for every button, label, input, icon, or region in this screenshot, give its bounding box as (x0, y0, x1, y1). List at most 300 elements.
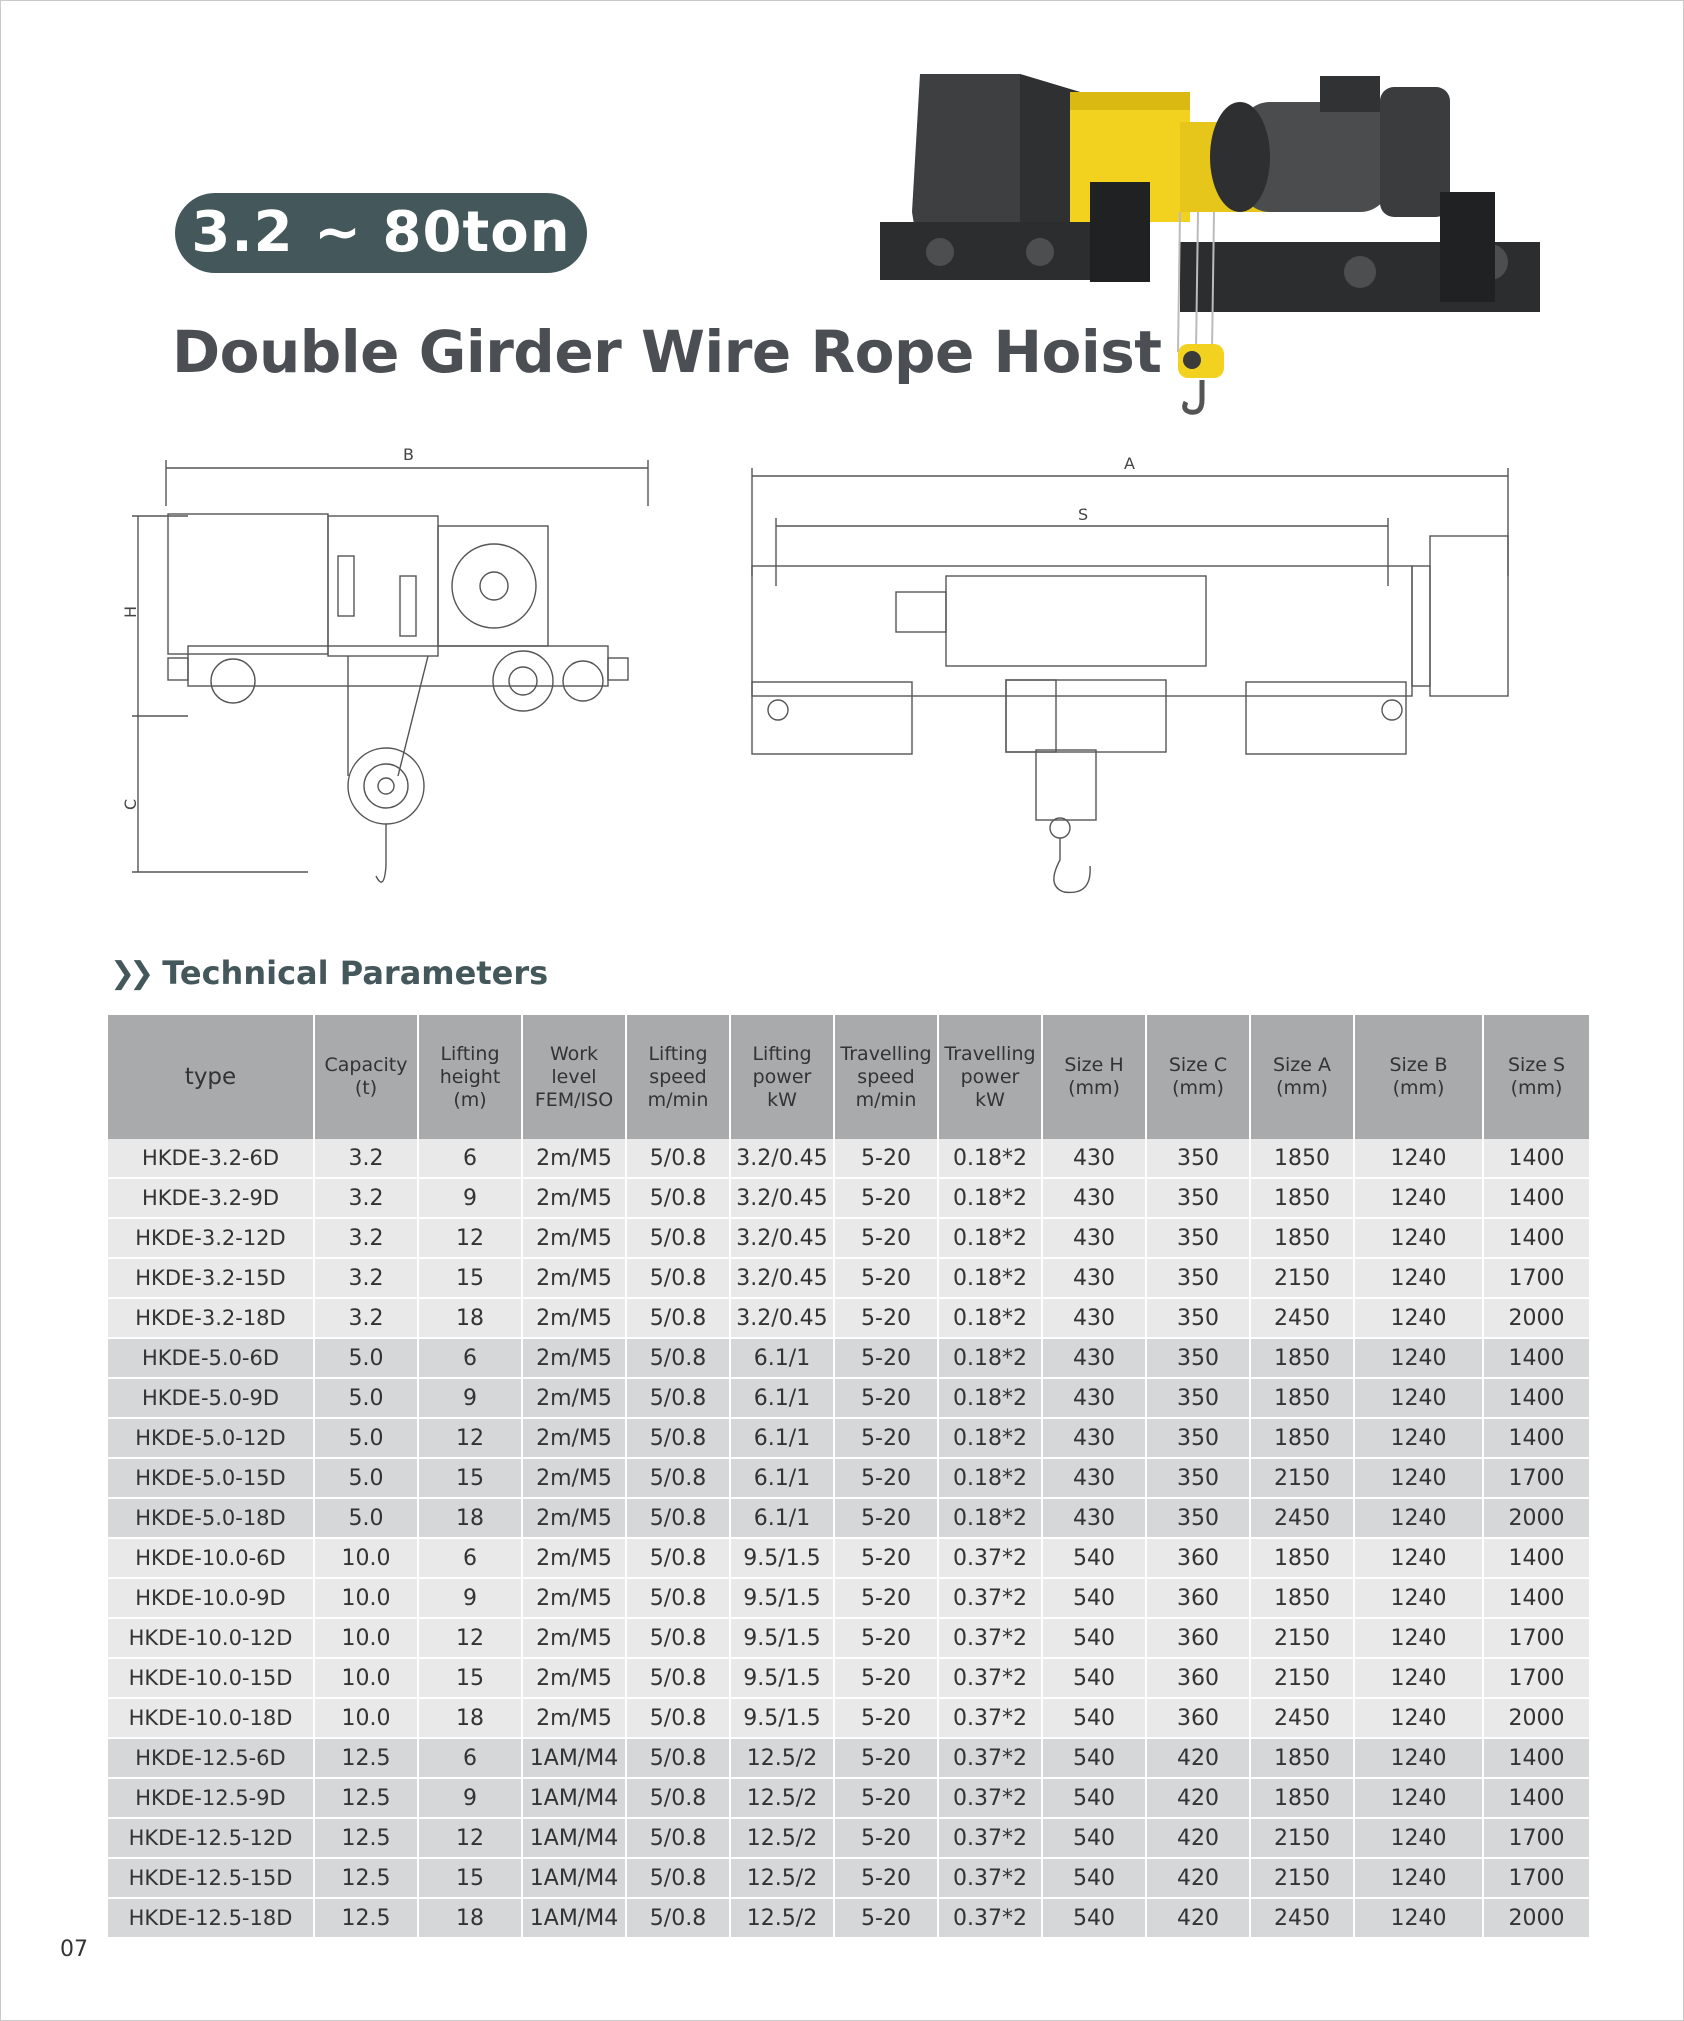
dimension-label-s: S (1078, 505, 1089, 524)
table-cell: 18 (418, 1498, 522, 1538)
table-cell: 350 (1146, 1218, 1250, 1258)
table-cell: 3.2 (314, 1139, 418, 1178)
table-cell: 12 (418, 1818, 522, 1858)
column-header-line: (m) (453, 1088, 487, 1111)
table-cell: 2m/M5 (522, 1298, 626, 1338)
table-cell: 2m/M5 (522, 1538, 626, 1578)
table-cell: 1240 (1354, 1858, 1483, 1898)
table-cell: 9 (418, 1778, 522, 1818)
table-cell: 3.2/0.45 (730, 1258, 834, 1298)
column-header-line: Size B (1389, 1054, 1448, 1076)
table-cell: 350 (1146, 1338, 1250, 1378)
table-cell: 1AM/M4 (522, 1778, 626, 1818)
table-cell: 5/0.8 (626, 1139, 730, 1178)
column-header-line: speed (649, 1065, 707, 1088)
table-cell: 2m/M5 (522, 1338, 626, 1378)
table-cell: 0.37*2 (938, 1818, 1042, 1858)
table-cell: 1850 (1250, 1139, 1354, 1178)
type-cell: HKDE-5.0-18D (108, 1498, 314, 1538)
table-cell: 1240 (1354, 1498, 1483, 1538)
table-row (108, 1498, 1590, 1538)
table-cell: 5-20 (834, 1778, 938, 1818)
type-cell: HKDE-3.2-9D (108, 1178, 314, 1218)
table-cell: 2450 (1250, 1898, 1354, 1938)
column-header-line: speed (857, 1065, 915, 1088)
table-cell: 1850 (1250, 1338, 1354, 1378)
table-cell: 5-20 (834, 1858, 938, 1898)
column-header-line: Travelling (840, 1042, 932, 1065)
table-cell: 6.1/1 (730, 1498, 834, 1538)
table-row (108, 1658, 1590, 1698)
table-cell: 1700 (1483, 1618, 1590, 1658)
table-cell: 5-20 (834, 1658, 938, 1698)
column-header-line: Lifting (648, 1042, 708, 1065)
table-cell: 2m/M5 (522, 1139, 626, 1178)
table-row (108, 1298, 1590, 1338)
table-row (108, 1818, 1590, 1858)
table-cell: 3.2 (314, 1258, 418, 1298)
table-cell: 9.5/1.5 (730, 1618, 834, 1658)
table-cell: 0.18*2 (938, 1178, 1042, 1218)
column-header-line: Capacity (324, 1054, 408, 1076)
table-cell: 18 (418, 1298, 522, 1338)
column-header-line: power (960, 1065, 1020, 1088)
table-cell: 1850 (1250, 1538, 1354, 1578)
table-cell: 5/0.8 (626, 1338, 730, 1378)
table-cell: 12 (418, 1618, 522, 1658)
table-cell: 420 (1146, 1818, 1250, 1858)
table-cell: 540 (1042, 1778, 1146, 1818)
table-cell: 12.5/2 (730, 1778, 834, 1818)
table-cell: 2m/M5 (522, 1378, 626, 1418)
table-cell: 2150 (1250, 1618, 1354, 1658)
table-cell: 0.18*2 (938, 1418, 1042, 1458)
table-cell: 350 (1146, 1458, 1250, 1498)
table-cell: 5/0.8 (626, 1698, 730, 1738)
table-cell: 0.37*2 (938, 1898, 1042, 1938)
table-cell: 5-20 (834, 1178, 938, 1218)
type-cell: HKDE-3.2-15D (108, 1258, 314, 1298)
table-cell: 1400 (1483, 1418, 1590, 1458)
column-header (938, 1015, 1042, 1139)
table-cell: 1700 (1483, 1818, 1590, 1858)
table-cell: 6.1/1 (730, 1378, 834, 1418)
table-cell: 360 (1146, 1698, 1250, 1738)
column-header-line: level (551, 1065, 597, 1088)
column-header-line: kW (767, 1088, 797, 1111)
table-cell: 350 (1146, 1178, 1250, 1218)
table-cell: 350 (1146, 1139, 1250, 1178)
table-cell: 5-20 (834, 1738, 938, 1778)
type-cell: HKDE-5.0-9D (108, 1378, 314, 1418)
table-cell: 1850 (1250, 1578, 1354, 1618)
table-cell: 0.37*2 (938, 1858, 1042, 1898)
table-cell: 1400 (1483, 1778, 1590, 1818)
table-cell: 12.5 (314, 1898, 418, 1938)
table-cell: 5-20 (834, 1578, 938, 1618)
table-cell: 0.37*2 (938, 1578, 1042, 1618)
type-cell: HKDE-10.0-9D (108, 1578, 314, 1618)
table-cell: 5/0.8 (626, 1658, 730, 1698)
column-header-line: Size A (1272, 1054, 1332, 1076)
column-header (1250, 1015, 1354, 1139)
column-header-line: Lifting (752, 1042, 812, 1065)
table-cell: 1700 (1483, 1658, 1590, 1698)
table-cell: 350 (1146, 1378, 1250, 1418)
table-row (108, 1258, 1590, 1298)
table-cell: 1240 (1354, 1618, 1483, 1658)
table-cell: 1AM/M4 (522, 1738, 626, 1778)
type-cell: HKDE-10.0-6D (108, 1538, 314, 1578)
table-row (108, 1738, 1590, 1778)
table-cell: 360 (1146, 1538, 1250, 1578)
table-cell: 1700 (1483, 1258, 1590, 1298)
table-cell: 2450 (1250, 1298, 1354, 1338)
table-cell: 1240 (1354, 1258, 1483, 1298)
column-header (418, 1015, 522, 1139)
table-cell: 5/0.8 (626, 1218, 730, 1258)
table-cell: 5/0.8 (626, 1458, 730, 1498)
table-cell: 9 (418, 1378, 522, 1418)
table-cell: 5.0 (314, 1338, 418, 1378)
table-cell: 420 (1146, 1858, 1250, 1898)
table-cell: 350 (1146, 1498, 1250, 1538)
table-cell: 540 (1042, 1818, 1146, 1858)
table-cell: 540 (1042, 1538, 1146, 1578)
table-cell: 2150 (1250, 1818, 1354, 1858)
column-header-line: (t) (354, 1077, 378, 1099)
column-header-line: m/min (647, 1088, 709, 1111)
table-cell: 3.2/0.45 (730, 1139, 834, 1178)
column-header-line: (mm) (1392, 1077, 1445, 1099)
table-cell: 3.2 (314, 1178, 418, 1218)
table-cell: 5-20 (834, 1498, 938, 1538)
table-cell: 1240 (1354, 1658, 1483, 1698)
table-cell: 5/0.8 (626, 1538, 730, 1578)
table-row (108, 1418, 1590, 1458)
table-cell: 2m/M5 (522, 1578, 626, 1618)
table-cell: 350 (1146, 1418, 1250, 1458)
table-cell: 430 (1042, 1139, 1146, 1178)
table-cell: 540 (1042, 1578, 1146, 1618)
type-cell: HKDE-5.0-6D (108, 1338, 314, 1378)
page-title: Double Girder Wire Rope Hoist (172, 318, 1162, 386)
table-cell: 2150 (1250, 1258, 1354, 1298)
table-cell: 9.5/1.5 (730, 1578, 834, 1618)
table-cell: 350 (1146, 1298, 1250, 1338)
type-cell: HKDE-12.5-6D (108, 1738, 314, 1778)
table-cell: 2000 (1483, 1898, 1590, 1938)
table-cell: 2m/M5 (522, 1458, 626, 1498)
table-cell: 5-20 (834, 1298, 938, 1338)
table-cell: 9.5/1.5 (730, 1538, 834, 1578)
table-cell: 6 (418, 1338, 522, 1378)
table-cell: 0.18*2 (938, 1498, 1042, 1538)
table-cell: 1850 (1250, 1178, 1354, 1218)
table-cell: 430 (1042, 1338, 1146, 1378)
table-cell: 2m/M5 (522, 1498, 626, 1538)
dimension-label-a: A (1124, 454, 1135, 473)
column-header-line: (mm) (1276, 1077, 1328, 1099)
table-cell: 15 (418, 1458, 522, 1498)
table-cell: 360 (1146, 1578, 1250, 1618)
section-heading (110, 954, 548, 992)
table-cell: 2000 (1483, 1298, 1590, 1338)
table-cell: 430 (1042, 1498, 1146, 1538)
table-cell: 0.37*2 (938, 1698, 1042, 1738)
table-cell: 15 (418, 1658, 522, 1698)
table-cell: 12.5 (314, 1858, 418, 1898)
table-cell: 0.37*2 (938, 1778, 1042, 1818)
table-cell: 1240 (1354, 1778, 1483, 1818)
table-cell: 360 (1146, 1618, 1250, 1658)
table-cell: 9.5/1.5 (730, 1698, 834, 1738)
table-cell: 1240 (1354, 1139, 1483, 1178)
table-cell: 540 (1042, 1898, 1146, 1938)
table-cell: 360 (1146, 1658, 1250, 1698)
table-cell: 9 (418, 1178, 522, 1218)
table-cell: 5-20 (834, 1338, 938, 1378)
table-cell: 1850 (1250, 1378, 1354, 1418)
table-cell: 1240 (1354, 1298, 1483, 1338)
table-row (108, 1618, 1590, 1658)
table-cell: 5/0.8 (626, 1298, 730, 1338)
table-cell: 540 (1042, 1738, 1146, 1778)
table-cell: 3.2 (314, 1298, 418, 1338)
table-cell: 2m/M5 (522, 1618, 626, 1658)
table-cell: 5/0.8 (626, 1618, 730, 1658)
table-cell: 2000 (1483, 1698, 1590, 1738)
table-cell: 0.18*2 (938, 1139, 1042, 1178)
column-header (108, 1015, 314, 1139)
table-cell: 1700 (1483, 1858, 1590, 1898)
table-cell: 5/0.8 (626, 1418, 730, 1458)
table-cell: 3.2 (314, 1218, 418, 1258)
table-row (108, 1178, 1590, 1218)
table-cell: 2m/M5 (522, 1178, 626, 1218)
column-header-line: power (752, 1065, 812, 1088)
table-cell: 1400 (1483, 1178, 1590, 1218)
table-row (108, 1338, 1590, 1378)
type-cell: HKDE-5.0-15D (108, 1458, 314, 1498)
table-cell: 3.2/0.45 (730, 1178, 834, 1218)
table-cell: 420 (1146, 1778, 1250, 1818)
table-header-row (108, 1015, 1590, 1139)
table-cell: 1240 (1354, 1338, 1483, 1378)
table-cell: 6 (418, 1738, 522, 1778)
table-cell: 1AM/M4 (522, 1898, 626, 1938)
table-cell: 6.1/1 (730, 1458, 834, 1498)
table-cell: 0.18*2 (938, 1218, 1042, 1258)
column-header (314, 1015, 418, 1139)
table-body (108, 1139, 1590, 1938)
table-cell: 1400 (1483, 1338, 1590, 1378)
type-cell: HKDE-3.2-12D (108, 1218, 314, 1258)
table-cell: 1240 (1354, 1218, 1483, 1258)
table-cell: 5.0 (314, 1378, 418, 1418)
table-cell: 2450 (1250, 1698, 1354, 1738)
type-cell: HKDE-10.0-12D (108, 1618, 314, 1658)
dimension-label-b: B (403, 445, 414, 464)
table-cell: 15 (418, 1258, 522, 1298)
table-cell: 5-20 (834, 1618, 938, 1658)
table-cell: 5-20 (834, 1898, 938, 1938)
table-cell: 2m/M5 (522, 1698, 626, 1738)
table-cell: 5/0.8 (626, 1778, 730, 1818)
column-header-line: height (439, 1065, 501, 1088)
table-cell: 6 (418, 1139, 522, 1178)
table-cell: 5/0.8 (626, 1858, 730, 1898)
table-cell: 2m/M5 (522, 1418, 626, 1458)
dimension-label-c: C (121, 798, 140, 810)
table-cell: 12 (418, 1218, 522, 1258)
column-header-line: kW (975, 1088, 1005, 1111)
table-cell: 2m/M5 (522, 1658, 626, 1698)
type-cell: HKDE-10.0-15D (108, 1658, 314, 1698)
table-cell: 420 (1146, 1898, 1250, 1938)
table-cell: 1400 (1483, 1378, 1590, 1418)
table-row (108, 1698, 1590, 1738)
table-cell: 1240 (1354, 1178, 1483, 1218)
table-cell: 430 (1042, 1298, 1146, 1338)
column-header (1146, 1015, 1250, 1139)
table-cell: 430 (1042, 1218, 1146, 1258)
table-cell: 1240 (1354, 1578, 1483, 1618)
table-row (108, 1538, 1590, 1578)
table-cell: 540 (1042, 1658, 1146, 1698)
table-cell: 6.1/1 (730, 1338, 834, 1378)
table-cell: 1400 (1483, 1538, 1590, 1578)
type-cell: HKDE-12.5-12D (108, 1818, 314, 1858)
table-cell: 10.0 (314, 1578, 418, 1618)
table-cell: 1400 (1483, 1218, 1590, 1258)
column-header-line: Size H (1064, 1054, 1124, 1076)
table-cell: 0.18*2 (938, 1298, 1042, 1338)
table-cell: 0.37*2 (938, 1658, 1042, 1698)
capacity-badge: 3.2 ~ 80ton (175, 193, 587, 273)
table-cell: 5/0.8 (626, 1898, 730, 1938)
column-header-line: (mm) (1510, 1077, 1563, 1099)
column-header (730, 1015, 834, 1139)
table-cell: 18 (418, 1698, 522, 1738)
type-cell: HKDE-12.5-18D (108, 1898, 314, 1938)
section-title-text: Technical Parameters (162, 954, 549, 992)
table-cell: 0.37*2 (938, 1738, 1042, 1778)
table-cell: 5/0.8 (626, 1498, 730, 1538)
type-cell: HKDE-3.2-18D (108, 1298, 314, 1338)
table-cell: 1AM/M4 (522, 1818, 626, 1858)
table-cell: 430 (1042, 1458, 1146, 1498)
table-cell: 1850 (1250, 1218, 1354, 1258)
table-cell: 0.37*2 (938, 1538, 1042, 1578)
table-cell: 2m/M5 (522, 1258, 626, 1298)
table-cell: 2150 (1250, 1858, 1354, 1898)
table-cell: 5/0.8 (626, 1578, 730, 1618)
table-cell: 350 (1146, 1258, 1250, 1298)
table-cell: 430 (1042, 1258, 1146, 1298)
column-header-line: Lifting (440, 1042, 500, 1065)
table-cell: 12.5/2 (730, 1858, 834, 1898)
table-cell: 5-20 (834, 1258, 938, 1298)
column-header-line: (mm) (1172, 1077, 1224, 1099)
table-cell: 0.18*2 (938, 1458, 1042, 1498)
double-chevron-right-icon: ❯❯ (110, 955, 149, 991)
column-header-line: type (184, 1063, 237, 1090)
column-header-line: (mm) (1068, 1077, 1120, 1099)
table-cell: 1240 (1354, 1538, 1483, 1578)
table-cell: 12 (418, 1418, 522, 1458)
table-row (108, 1218, 1590, 1258)
table-cell: 540 (1042, 1858, 1146, 1898)
table-cell: 540 (1042, 1698, 1146, 1738)
table-cell: 5-20 (834, 1698, 938, 1738)
column-header-line: FEM/ISO (534, 1088, 614, 1111)
table-cell: 5-20 (834, 1458, 938, 1498)
side-view-drawing (121, 445, 668, 906)
table-cell: 5.0 (314, 1458, 418, 1498)
table-cell: 5/0.8 (626, 1378, 730, 1418)
table-cell: 12.5/2 (730, 1818, 834, 1858)
table-cell: 6 (418, 1538, 522, 1578)
column-header-line: Travelling (944, 1042, 1036, 1065)
dimension-label-h: H (121, 605, 140, 618)
table-row (108, 1378, 1590, 1418)
table-cell: 12.5/2 (730, 1898, 834, 1938)
column-header-line: Work (549, 1042, 599, 1065)
table-cell: 0.18*2 (938, 1258, 1042, 1298)
table-cell: 9.5/1.5 (730, 1658, 834, 1698)
table-cell: 10.0 (314, 1618, 418, 1658)
table-cell: 1240 (1354, 1818, 1483, 1858)
front-view-drawing (746, 456, 1526, 936)
table-cell: 430 (1042, 1418, 1146, 1458)
table-cell: 3.2/0.45 (730, 1218, 834, 1258)
type-cell: HKDE-3.2-6D (108, 1139, 314, 1178)
table-cell: 1240 (1354, 1738, 1483, 1778)
table-cell: 1850 (1250, 1418, 1354, 1458)
table-row (108, 1898, 1590, 1938)
type-cell: HKDE-12.5-15D (108, 1858, 314, 1898)
page-number: 07 (60, 1937, 88, 1962)
type-cell: HKDE-5.0-12D (108, 1418, 314, 1458)
column-header (522, 1015, 626, 1139)
table-cell: 5-20 (834, 1538, 938, 1578)
table-cell: 1240 (1354, 1898, 1483, 1938)
table-row (108, 1858, 1590, 1898)
table-cell: 5-20 (834, 1139, 938, 1178)
table-cell: 1400 (1483, 1139, 1590, 1178)
column-header-line: Size S (1507, 1054, 1566, 1076)
table-row (108, 1578, 1590, 1618)
table-cell: 18 (418, 1898, 522, 1938)
table-cell: 12.5 (314, 1738, 418, 1778)
table-cell: 2450 (1250, 1498, 1354, 1538)
type-cell: HKDE-10.0-18D (108, 1698, 314, 1738)
table-row (108, 1458, 1590, 1498)
table-cell: 420 (1146, 1738, 1250, 1778)
table-cell: 1850 (1250, 1738, 1354, 1778)
table-cell: 430 (1042, 1178, 1146, 1218)
table-cell: 540 (1042, 1618, 1146, 1658)
table-cell: 12.5 (314, 1818, 418, 1858)
table-cell: 2000 (1483, 1498, 1590, 1538)
table-cell: 5-20 (834, 1418, 938, 1458)
table-cell: 5/0.8 (626, 1738, 730, 1778)
technical-parameters-table (108, 1015, 1591, 1939)
table-cell: 5.0 (314, 1498, 418, 1538)
table-cell: 5/0.8 (626, 1178, 730, 1218)
table-cell: 9 (418, 1578, 522, 1618)
